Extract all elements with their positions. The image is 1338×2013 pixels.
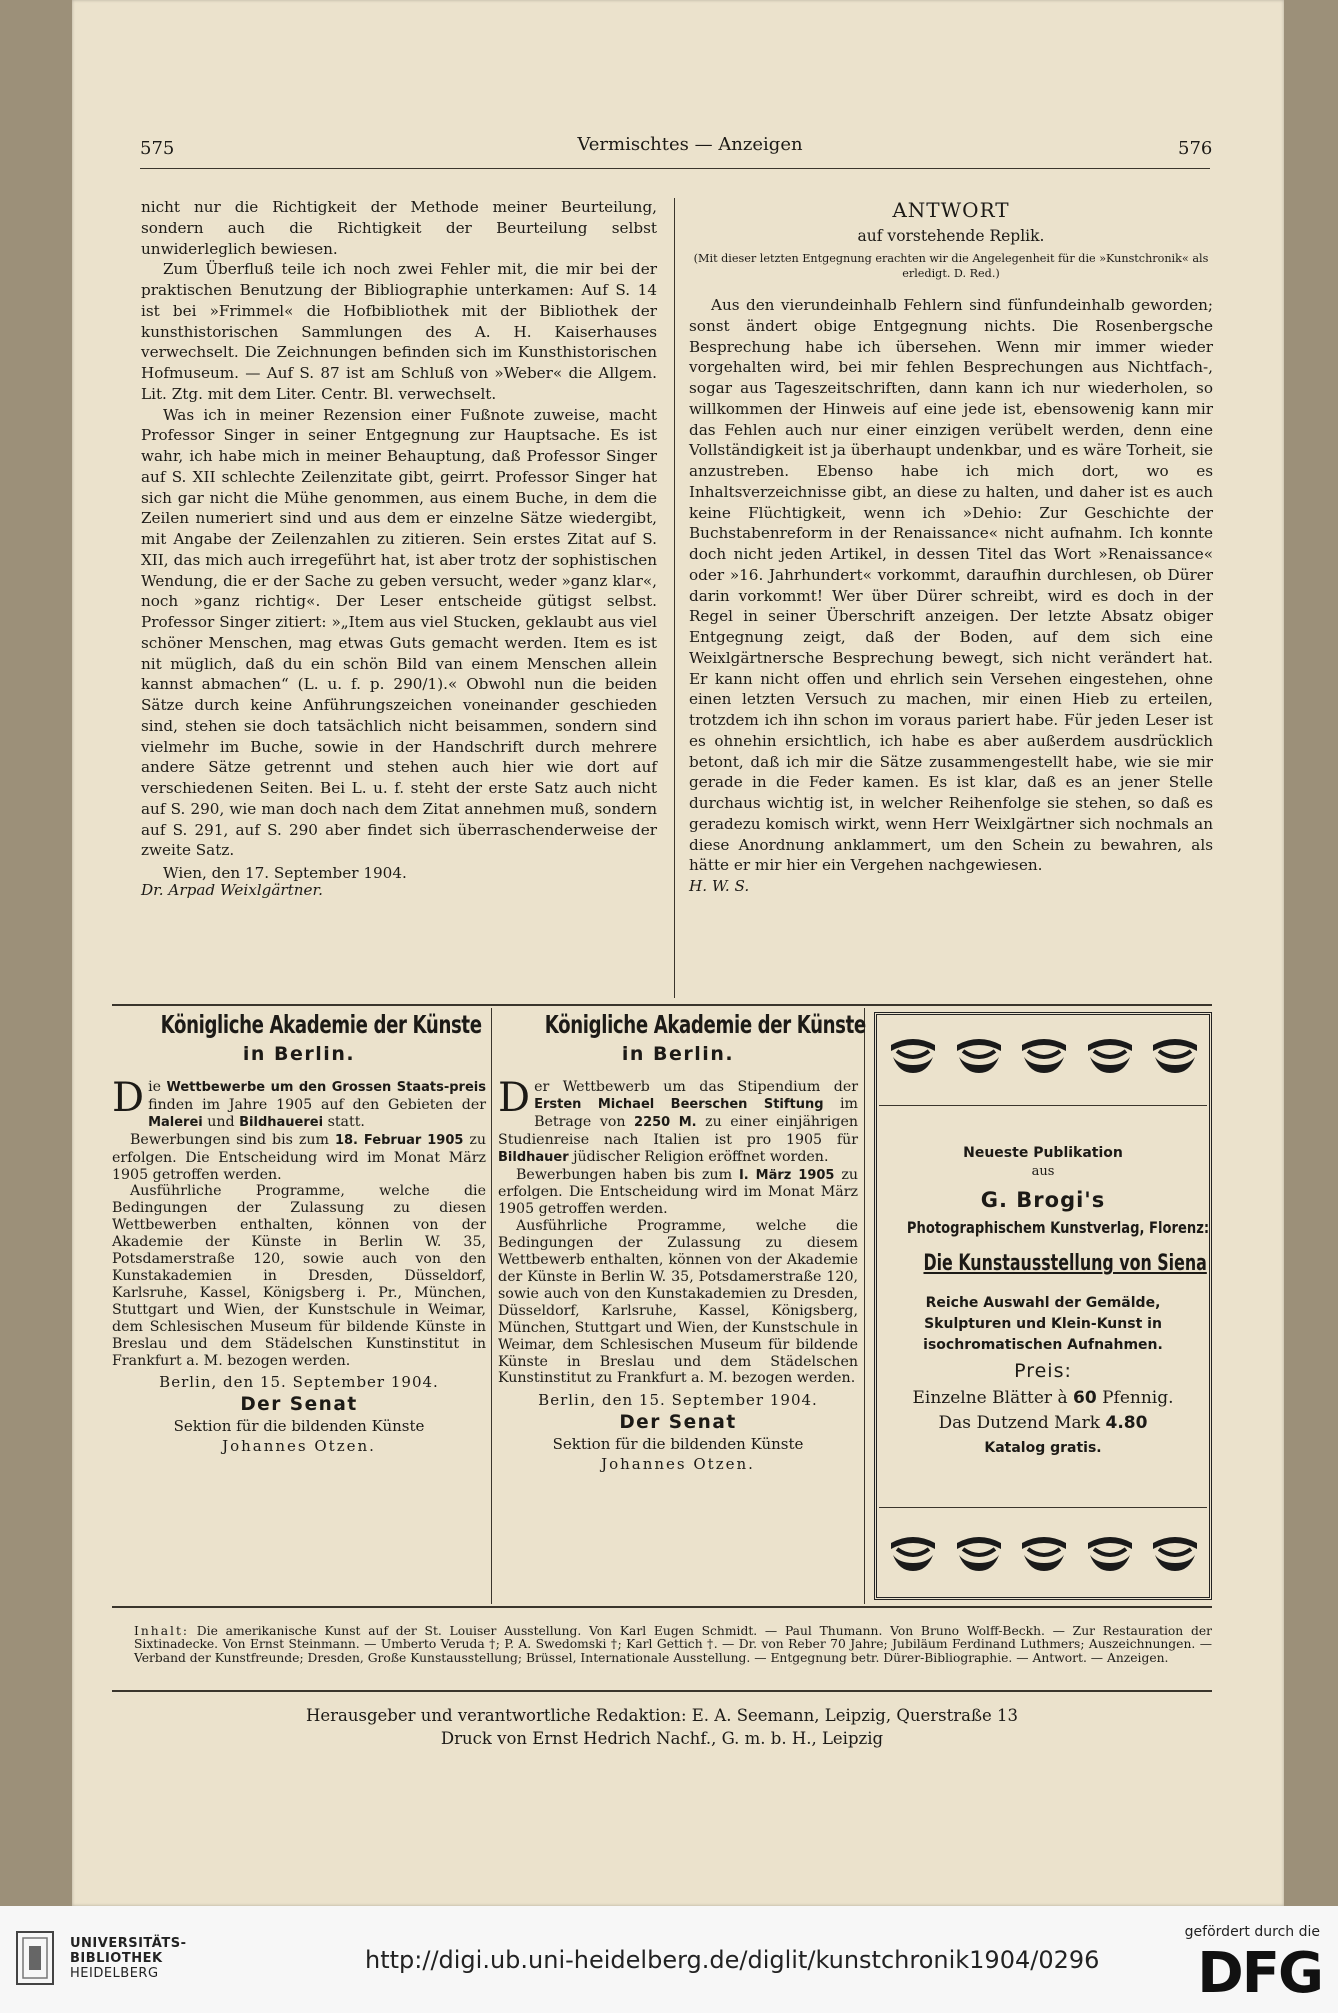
brogi-price-single: [877, 1386, 1209, 1410]
contents-text: Die amerikanische Kunst auf der St. Louiser Ausstellung. Von Karl Eugen Schmidt. — Paul Thumann. Von Bruno Wolff-Beckh. — Zur Restauration der Sixtinadecke. Von Ernst Steinmann. — Umberto Veruda †; P. A. Swedomski †; Karl Gettich †. — Dr. von Reber 70 Jahre; Jubiläum Ferdinand Luthmers; Auszeichnungen. — Verband der Kunstfreunde; Dresden, Große Kunstausstellung; Brüssel, Internationale Ausstellung. — Entgegnung betr. Dürer-Bibliographie. — Antwort. — Anzeigen.: [134, 1624, 1212, 1665]
brogi-line-publication: Neueste Publikation: [963, 1145, 1123, 1161]
ad-emphasis: Ersten Michael Beerschen Stiftung: [534, 1096, 824, 1112]
ad-text: Bewerbungen sind bis zum: [130, 1131, 335, 1148]
imprint-editor: Herausgeber und verantwortliche Redaktion: E. A. Seemann, Leipzig, Querstraße 13: [306, 1706, 1018, 1725]
reply-subheading: auf vorstehende Replik.: [857, 227, 1045, 245]
ornament-band-bottom: [889, 1535, 1199, 1575]
ad-divider-2: [864, 1008, 865, 1604]
column-divider: [674, 198, 675, 998]
left-dateline: Wien, den 17. September 1904.: [163, 864, 407, 882]
brogi-line-auswahl: Reiche Auswahl der Gemälde,: [925, 1295, 1161, 1311]
ornament-icon: [1020, 1037, 1068, 1077]
dfg-logo: DFG: [1197, 1941, 1322, 2006]
contents-bottom-rule: [112, 1690, 1212, 1692]
ad-divider-1: [491, 1008, 492, 1604]
ad-brogi-box: [874, 1012, 1212, 1600]
table-of-contents: [134, 1625, 1212, 1665]
box-rule: [879, 1105, 1207, 1106]
ad-akademie-beer-stiftung: [498, 1010, 866, 1474]
page-number-left: 575: [140, 138, 175, 159]
ad-text: er Wettbewerb um das Stipendium der: [534, 1079, 858, 1095]
brogi-line-aufnahmen: isochromatischen Aufnahmen.: [923, 1337, 1163, 1353]
ornament-icon: [889, 1037, 937, 1077]
ornament-icon: [1086, 1535, 1134, 1575]
reply-signature: H. W. S.: [689, 877, 750, 896]
ad-date: Berlin, den 15. September 1904.: [538, 1391, 818, 1410]
ad-text: Bewerbungen haben bis zum: [516, 1166, 739, 1183]
ad-senat: Der Senat: [619, 1412, 737, 1434]
editor-note: (Mit dieser letzten Entgegnung erachten wir die Angelegenheit für die »Kunstchronik« als erledigt. D. Red.): [693, 252, 1209, 280]
imprint-printer: Druck von Ernst Hedrich Nachf., G. m. b. H., Leipzig: [440, 1729, 884, 1748]
running-title: Vermischtes — Anzeigen: [577, 134, 803, 155]
ornament-icon: [1086, 1037, 1134, 1077]
price-value: 4.80: [1105, 1413, 1148, 1433]
ad-signatory: Johannes Otzen.: [222, 1437, 376, 1456]
ornament-band-top: [889, 1037, 1199, 1077]
drop-capital: D: [112, 1075, 145, 1121]
ornament-icon: [955, 1037, 1003, 1077]
brogi-catalog: Katalog gratis.: [984, 1440, 1102, 1456]
ad-emphasis: Bildhauerei: [239, 1114, 324, 1130]
ornament-icon: [1151, 1535, 1199, 1575]
ad-text: ie: [148, 1079, 167, 1095]
ad-emphasis: Wettbewerbe um den Grossen Staats-preis: [166, 1080, 486, 1095]
header-rule: [140, 168, 1210, 169]
brogi-price-dozen: [877, 1410, 1209, 1436]
price-text: Einzelne Blätter à: [912, 1388, 1074, 1408]
brogi-publisher-line: Photographischem Kunstverlag, Florenz:: [906, 1218, 1210, 1237]
imprint: [112, 1704, 1212, 1750]
reply-heading: ANTWORT: [892, 198, 1010, 222]
ad-text: finden im Jahre 1905 auf den Gebieten der: [148, 1096, 486, 1113]
library-name-line: BIBLIOTHEK: [70, 1951, 163, 1966]
ad-text: zu einer einjährigen Studienreise nach Italien ist pro 1905 für: [498, 1113, 858, 1148]
brogi-line-aus: aus: [1031, 1164, 1055, 1179]
ad-subtitle: in Berlin.: [242, 1043, 356, 1065]
ad-sektion: Sektion für die bildenden Künste: [552, 1435, 804, 1454]
brogi-line-skulpturen: Skulpturen und Klein-Kunst in: [924, 1316, 1162, 1332]
ads-top-rule: [112, 1004, 1212, 1006]
ornament-icon: [1020, 1535, 1068, 1575]
contents-label: Inhalt:: [134, 1624, 190, 1638]
left-paragraph-2: Zum Überfluß teile ich noch zwei Fehler mit, die mir bei der praktischen Benutzung der Bibliographie unterkamen: Auf S. 14 ist bei »Frimmel« die Hofbibliothek mit der Bibliothek der kunsthistorischen Sammlungen des A. H. Kaiserhauses verwechselt. Die Zeichnungen befinden sich im Kunsthistorischen Hofmuseum. — Auf S. 87 ist am Schluß von »Weber« die Allgem. Lit. Ztg. mit dem Liter. Centr. Bl. verwechselt.: [141, 260, 657, 403]
funding-note: gefördert durch die: [1184, 1924, 1320, 1940]
right-column: [689, 197, 1213, 897]
brogi-price-label: Preis:: [1014, 1360, 1072, 1382]
ad-text: zu erfolgen. Die Entscheidung wird im Monat März 1905 getroffen werden.: [112, 1131, 486, 1183]
left-signature: Dr. Arpad Weixlgärtner.: [141, 880, 323, 899]
ad-emphasis: I. März 1905: [738, 1167, 835, 1183]
drop-capital: D: [498, 1075, 531, 1121]
ad-emphasis: Bildhauer: [498, 1149, 569, 1165]
permalink-url[interactable]: http://digi.ub.uni-heidelberg.de/diglit/kunstchronik1904/0296: [365, 1946, 1100, 1974]
price-text: Das Dutzend Mark: [938, 1413, 1106, 1433]
ad-text: statt.: [323, 1113, 365, 1130]
ad-programme-text: Ausführliche Programme, welche die Bedingungen der Zulassung zu diesen Wettbewerben enthalten, können von der Akademie der Künste in Berlin W. 35, Potsdamerstraße 120, sowie auch von den Kunstakademien in Dresden, Düsseldorf, Karlsruhe, Kassel, Königsberg i. Pr., München, Stuttgart und Wien, der Kunstschule in Weimar, dem Schlesischen Museum für bildende Künste in Breslau und dem Städelschen Kunstinstitut in Frankfurt a. M. bezogen werden.: [112, 1183, 486, 1369]
left-paragraph-1: nicht nur die Richtigkeit der Methode meiner Beurteilung, sondern auch die Richtigkeit der Beurteilung selbst unwiderleglich bewiesen.: [141, 198, 657, 258]
ad-emphasis: 2250 M.: [634, 1114, 697, 1130]
ad-senat: Der Senat: [240, 1394, 358, 1416]
ad-emphasis: 18. Februar 1905: [334, 1132, 464, 1148]
ad-subtitle: in Berlin.: [621, 1043, 735, 1065]
ornament-icon: [955, 1535, 1003, 1575]
library-name-line: UNIVERSITÄTS-: [70, 1936, 187, 1951]
ad-text: jüdischer Religion eröffnet worden.: [568, 1148, 829, 1165]
ad-title: Königliche Akademie der Künste: [160, 1010, 482, 1039]
library-name: [70, 1936, 186, 1981]
ad-date: Berlin, den 15. September 1904.: [159, 1373, 439, 1392]
box-rule: [879, 1507, 1207, 1508]
price-text: Pfennig.: [1096, 1388, 1174, 1408]
left-column: [141, 197, 657, 901]
brogi-publisher-name: G. Brogi's: [980, 1188, 1106, 1212]
ad-title: Königliche Akademie der Künste: [544, 1010, 866, 1039]
university-library-seal-icon: [14, 1928, 56, 1988]
ad-sektion: Sektion für die bildenden Künste: [173, 1417, 425, 1436]
ad-text: zu erfolgen. Die Entscheidung wird im Monat März 1905 getroffen werden.: [498, 1166, 858, 1218]
ornament-icon: [1151, 1037, 1199, 1077]
ornament-icon: [889, 1535, 937, 1575]
brogi-title: Die Kunstausstellung von Siena: [923, 1251, 1207, 1276]
page-number-right: 576: [1178, 138, 1213, 159]
ad-akademie-staatspreis: [112, 1010, 486, 1456]
ad-programme-text: Ausführliche Programme, welche die Bedingungen der Zulassung zu diesem Wettbewerb enthalten, können von der Akademie der Künste in Berlin W. 35, Potsdamerstraße 120, sowie auch von den Kunstakademien zu Dresden, Düsseldorf, Karlsruhe, Kassel, Königsberg, München, Stuttgart und Wien, der Kunstschule in Weimar, dem Schlesischen Museum für bildende Künste in Breslau und dem Städelschen Kunstinstitut zu Frankfurt a. M. bezogen werden.: [498, 1218, 858, 1387]
library-name-line: HEIDELBERG: [70, 1966, 159, 1981]
ad-emphasis: Malerei: [148, 1114, 203, 1130]
ad-text: und: [202, 1113, 240, 1130]
ad-text: im Betrage von: [534, 1095, 858, 1130]
price-value: 60: [1073, 1388, 1097, 1408]
reply-paragraph: Aus den vierundeinhalb Fehlern sind fünfundeinhalb geworden; sonst ändert obige Entgegnung nichts. Die Rosenbergsche Besprechung habe ich übersehen. Wenn mir immer wieder vorgehalten wird, bei mir fehlen Besprechungen aus Nichtfach-, sogar aus Tageszeitschriften, dann kann ich nur wiederholen, so willkommen der Hinweis auf eine jede ist, ebensowenig kann mir das Fehlen auch nur einer einzigen verübelt werden, denn eine Vollständigkeit ist ja überhaupt undenkbar, und es wäre Torheit, sie anzustreben. Ebenso habe ich mich dort, wo es Inhaltsverzeichnisse gibt, an diese zu halten, und daher ist es auch keine Flüchtigkeit, wenn ich »Dehio: Zur Geschichte der Buchstabenreform in der Renaissance« nicht aufnahm. Ich konnte doch nicht jeden Artikel, in dessen Titel das Wort »Renaissance« oder »16. Jahrhundert« vorkommt, daraufhin durchlesen, ob Dürer darin vorkommt! Wer über Dürer schreibt, wird es doch in der Regel in seiner Überschrift anzeigen. Der letzte Absatz obiger Entgegnung zeigt, daß der Boden, auf dem sich eine Weixlgärtnersche Besprechung bewegt, sich nicht verändert hat. Er kann nicht offen und ehrlich sein Versehen eingestehen, ohne einen letzten Versuch zu machen, mir einen Hieb zu erteilen, trotzdem ich ihn schon im voraus pariert habe. Für jeden Leser ist es ohnehin ersichtlich, ich habe es aber außerdem ausdrücklich betont, daß ich mir die Sätze zusammengestellt habe, wie sie mir gerade in die Feder kamen. Es ist klar, daß es an jener Stelle durchaus wichtig ist, in welcher Reihenfolge sie stehen, so daß es geradezu komisch wirkt, wenn Herr Weixlgärtner sich nochmals an diese Anordnung anklammert, um den Schein zu bewahren, als hätte er mir hier ein Vergehen nachgewiesen.: [689, 296, 1213, 875]
left-paragraph-3: Was ich in meiner Rezension einer Fußnote zuweise, macht Professor Singer in seiner Entgegnung zur Hauptsache. Es ist wahr, ich habe mich in meiner Behauptung, daß Professor Singer auf S. XII schlechte Zeilenzitate gibt, geirrt. Professor Singer hat sich gar nicht die Mühe genommen, aus einem Buche, in dem die Zeilen numeriert sind und aus dem er einzelne Sätze wiedergibt, mit Angabe der Zeilenzahlen zu zitieren. Sein erstes Zitat auf S. XII, das mich auch irregeführt hat, ist aber trotz der sophistischen Wendung, die er der Sache zu geben versucht, weder »ganz klar«, noch »ganz richtig«. Der Leser entscheide gütigst selbst. Professor Singer zitiert: »„Item aus viel Stucken, geklaubt aus viel schöner Menschen, mag etwas Guts gemacht werden. Item es ist nit müglich, daß du ein schön Bild van einem Menschen allein kannst abmachen“ (L. u. f. p. 290/1).« Obwohl nun die beiden Sätze durch keine Anführungszeichen voneinander geschieden sind, stehen sie doch tatsächlich nicht beisammen, sondern sind vielmehr im Buche, sowie in der Handschrift durch mehrere andere Sätze getrennt und stehen auch hier wie dort auf verschiedenen Seiten. Bei L. u. f. steht der erste Satz auch nicht auf S. 290, wie man doch nach dem Zitat annehmen muß, sondern auf S. 291, auf S. 290 aber findet sich überraschenderweise der zweite Satz.: [141, 405, 657, 860]
contents-top-rule: [112, 1606, 1212, 1608]
ad-signatory: Johannes Otzen.: [601, 1455, 755, 1474]
digitization-footer-bar: [0, 1906, 1338, 2013]
